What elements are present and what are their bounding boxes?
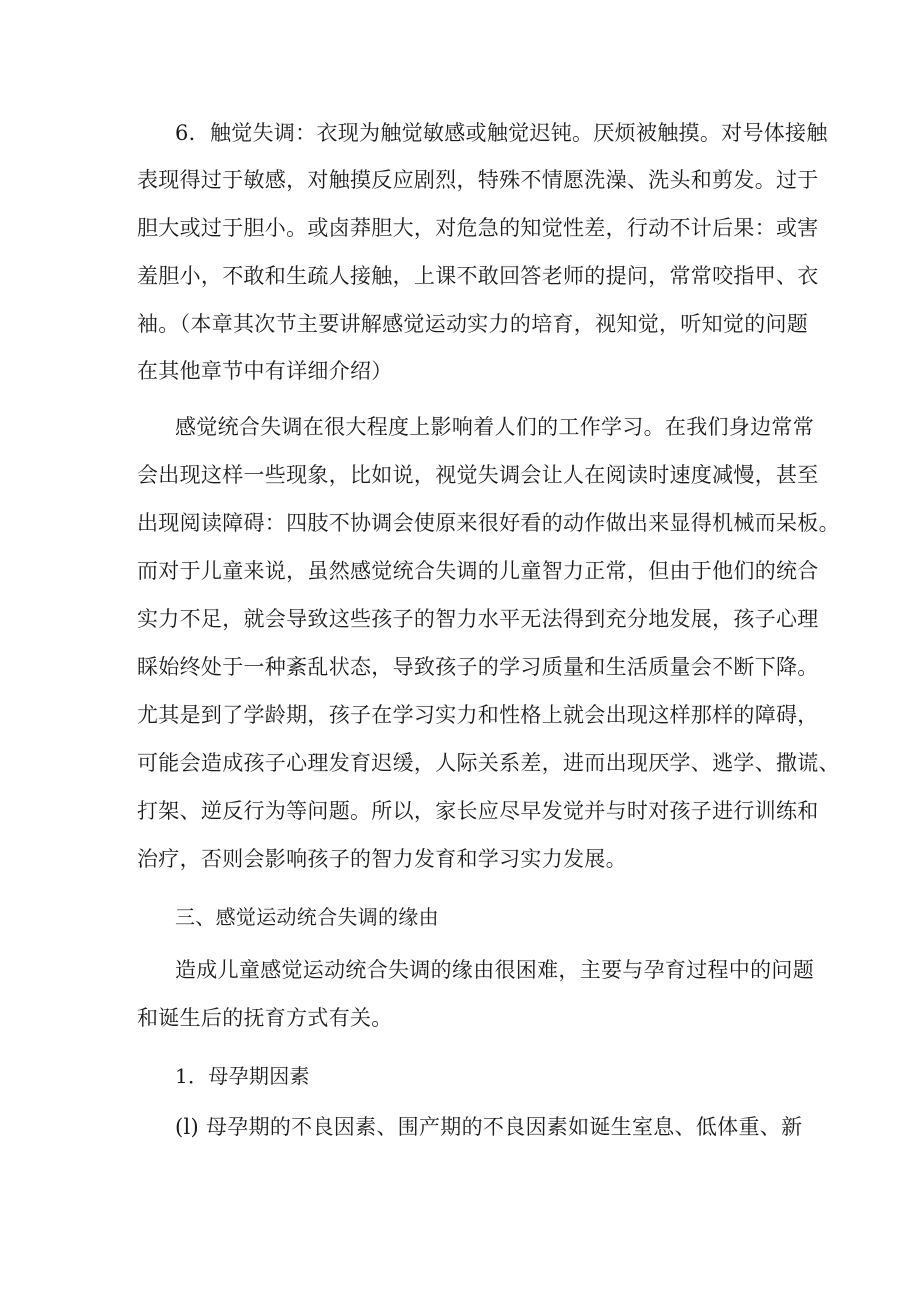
text-line: 尤其是到了学龄期，孩子在学习实力和性格上就会出现这样那样的障碍， [137,703,819,727]
text-line: 在其他章节中有详细介绍） [137,359,393,383]
text-line: (l) 母孕期的不良因素、围产期的不良因素如诞生室息、低体重、新 [175,1115,803,1139]
heading-line: 1．母孕期因素 [175,1064,310,1088]
text-line: 胆大或过于胆小。或卤莽胆大，对危急的知觉性差，行动不计后果：或害 [137,216,819,240]
text-line: 造成儿童感觉运动统合失调的缘由很困难，主要与孕育过程中的问题 [175,958,814,982]
text-line: 会出现这样一些现象，比如说，视觉失调会让人在阅读时速度减慢，甚至 [137,463,819,487]
text-line: 睬始终处于一种紊乱状态，导致孩子的学习质量和生活质量会不断下降。 [137,655,819,679]
text-line: 实力不足，就会导致这些孩子的智力水平无法得到充分地发展，孩子心理 [137,607,819,631]
text-line: 治疗，否则会影响孩子的智力发育和学习实力发展。 [137,847,627,871]
text-line: 打架、逆反行为等问题。所以，家长应尽早发觉并与时对孩子进行训练和 [137,799,819,823]
text-line: 袖。（本章其次节主要讲解感觉运动实力的培育，视知觉，听知觉的问题 [137,312,809,336]
text-line: 和诞生后的抚育方式有关。 [137,1006,393,1030]
text-line: 感觉统合失调在很大程度上影响着人们的工作学习。在我们身边常常 [175,415,814,439]
text-line: 表现得过于敏感，对触摸反应剧烈，特殊不情愿洗澡、洗头和剪发。过于 [137,168,819,192]
heading-line: 三、感觉运动统合失调的缘由 [175,905,439,929]
text-line: 而对于儿童来说，虽然感觉统合失调的儿童智力正常，但由于他们的统合 [137,559,819,583]
text-line: 出现阅读障碍：四肢不协调会使原来很好看的动作做出来显得机械而呆板。 [137,511,840,535]
text-line: 6．触觉失调：衣现为触觉敏感或触觉迟钝。厌烦被触摸。对号体接触 [175,121,828,145]
text-line: 羞胆小，不敢和生疏人接触，上课不敢回答老师的提问，常常咬指甲、衣 [137,264,819,288]
text-line: 可能会造成孩子心理发育迟缓，人际关系差，进而出现厌学、逃学、撒谎、 [137,751,840,775]
